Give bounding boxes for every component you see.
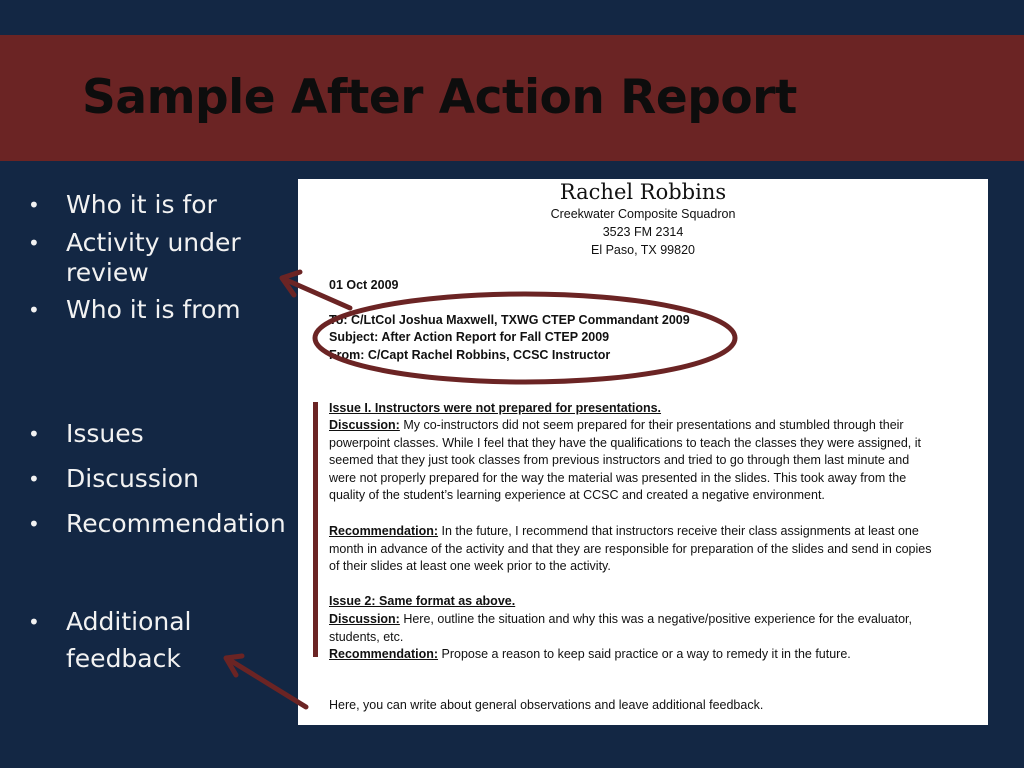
bullet-dot: • — [28, 512, 40, 536]
slide-title: Sample After Action Report — [82, 70, 797, 125]
org-line: Creekwater Composite Squadron — [550, 207, 736, 221]
arrow-to-closing-icon — [226, 656, 306, 707]
issue1-heading: Issue I. Instructors were not prepared for presentations. — [329, 401, 662, 415]
from-line: From: C/Capt Rachel Robbins, CCSC Instructor — [329, 348, 611, 362]
arrow-to-header-icon — [282, 272, 350, 308]
subject-line: Subject: After Action Report for Fall CTEP 2009 — [329, 330, 610, 344]
bullet-dot: • — [28, 231, 40, 255]
address-line-2: El Paso, TX 99820 — [590, 243, 695, 257]
bullet-dot: • — [28, 610, 40, 634]
report-date: 01 Oct 2009 — [329, 278, 399, 292]
issue1-discussion: Discussion: My co-instructors did not seem prepared for their presentations and stumbled through their powerpoint classes. While I feel that they have the qualifications to teach the classes they were assigned, it seemed that they just took classes from previous instructors and tried to go through them last minute and were not properly prepared for the way the material was presented in the slides. This took away from the quality of the student’s learning experience at CCSC and created a negative environment. — [329, 418, 921, 503]
issue1-recommendation: Recommendation: In the future, I recommend that instructors receive their class assignments at least one month in advance of the activity and that they are responsible for preparation of the slides and send in copies of their slides at least one week prior to the activity. — [329, 524, 932, 574]
header-highlight-ellipse — [315, 294, 735, 382]
bullet-list: • Who it is for • Activity under review • Who it is from • Issues • Discussion • Recommendation • Additional feedback — [28, 190, 286, 673]
issue2-heading: Issue 2: Same format as above. — [329, 594, 516, 608]
closing-line: Here, you can write about general observations and leave additional feedback. — [329, 698, 764, 712]
bullet-dot: • — [28, 193, 40, 217]
bullet-dot: • — [28, 467, 40, 491]
to-line: To: C/LtCol Joshua Maxwell, TXWG CTEP Commandant 2009 — [329, 313, 690, 327]
address-line-1: 3523 FM 2314 — [602, 225, 684, 239]
bullet-dot: • — [28, 422, 40, 446]
author-name: Rachel Robbins — [559, 180, 727, 204]
bullet-dot: • — [28, 298, 40, 322]
issue2-recommendation: Recommendation: Propose a reason to keep said practice or a way to remedy it in the future. — [329, 647, 851, 661]
issue2-discussion: Discussion: Here, outline the situation and why this was a negative/positive experience for the evaluator, students, etc. — [329, 612, 912, 644]
